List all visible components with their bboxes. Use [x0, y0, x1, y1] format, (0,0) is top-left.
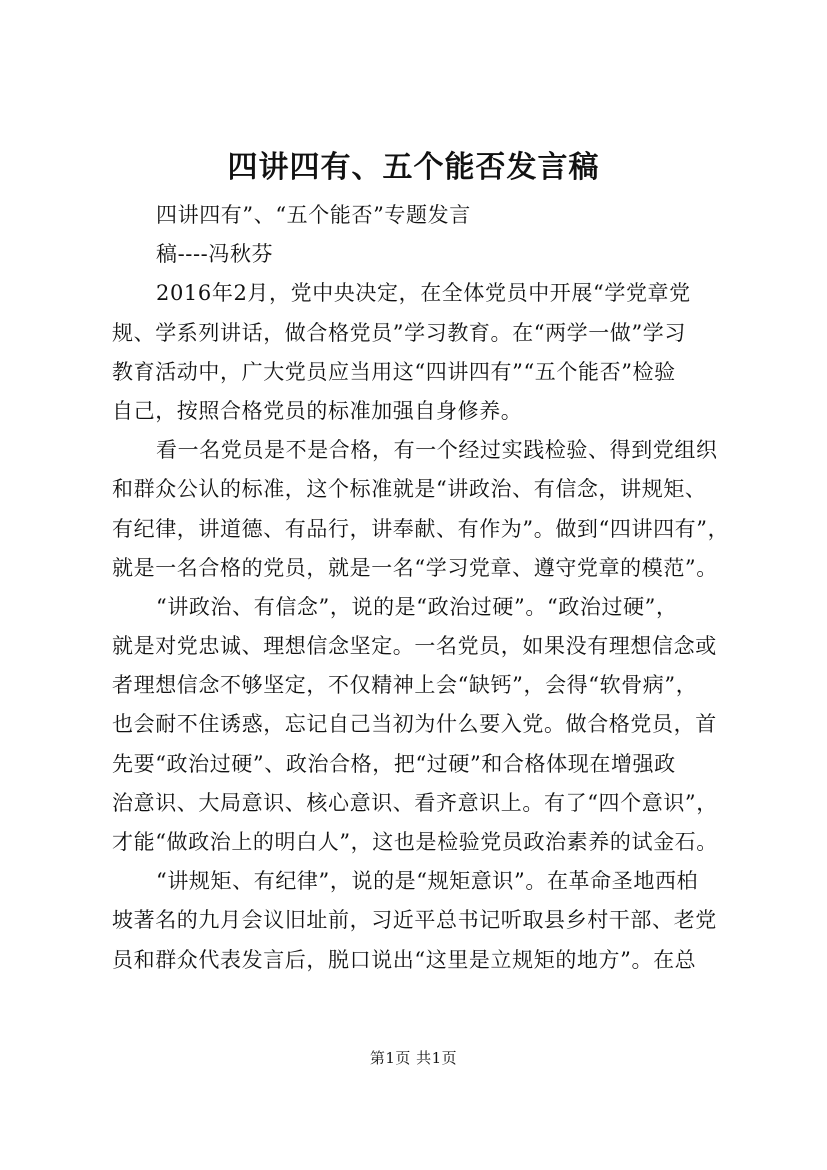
body-line: 2016年2月，党中央决定，在全体党员中开展“学党章党: [156, 281, 691, 306]
body-line: 就是对党忠诚、理想信念坚定。一名党员，如果没有理想信念或: [112, 634, 717, 659]
body-line: “讲政治、有信念”，说的是“政治过硬”。“政治过硬”，: [156, 594, 678, 619]
page-number-footer: 第1页 共1页: [369, 1049, 458, 1067]
body-line: 稿----冯秋芬: [156, 242, 274, 267]
body-line: 自己，按照合格党员的标准加强自身修养。: [112, 398, 523, 423]
body-line: 也会耐不住诱惑，忘记自己当初为什么要入党。做合格党员，首: [112, 712, 717, 737]
body-line: 才能“做政治上的明白人”，这也是检验党员政治素养的试金石。: [112, 830, 718, 854]
body-line: 员和群众代表发言后，脱口说出“这里是立规矩的地方”。在总: [112, 947, 697, 972]
body-line: 有纪律，讲道德、有品行，讲奉献、有作为”。做到“四讲四有”，: [112, 516, 730, 541]
body-line: 规、学系列讲话，做合格党员”学习教育。在“两学一做”学习: [112, 320, 687, 345]
document-title: 四讲四有、五个能否发言稿: [227, 150, 600, 185]
body-line: 先要“政治过硬”、政治合格，把“过硬”和合格体现在增强政: [112, 751, 676, 776]
body-line: “讲规矩、有纪律”，说的是“规矩意识”。在革命圣地西柏: [156, 869, 699, 894]
body-line: 和群众公认的标准，这个标准就是“讲政治、有信念，讲规矩、: [112, 477, 707, 502]
body-line: 教育活动中，广大党员应当用这“四讲四有”“五个能否”检验: [112, 359, 676, 384]
document-body: [112, 196, 740, 980]
body-line: 坡著名的九月会议旧址前，习近平总书记听取县乡村干部、老党: [112, 908, 717, 933]
body-line: 治意识、大局意识、核心意识、看齐意识上。有了“四个意识”，: [112, 790, 718, 815]
body-line: 者理想信念不够坚定，不仅精神上会“缺钙”，会得“软骨病”，: [112, 673, 698, 698]
body-line: 四讲四有”、“五个能否”专题发言: [156, 203, 471, 227]
body-line: 就是一名合格的党员，就是一名“学习党章、遵守党章的模范”。: [112, 555, 718, 580]
body-line: 看一名党员是不是合格，有一个经过实践检验、得到党组织: [156, 438, 718, 463]
